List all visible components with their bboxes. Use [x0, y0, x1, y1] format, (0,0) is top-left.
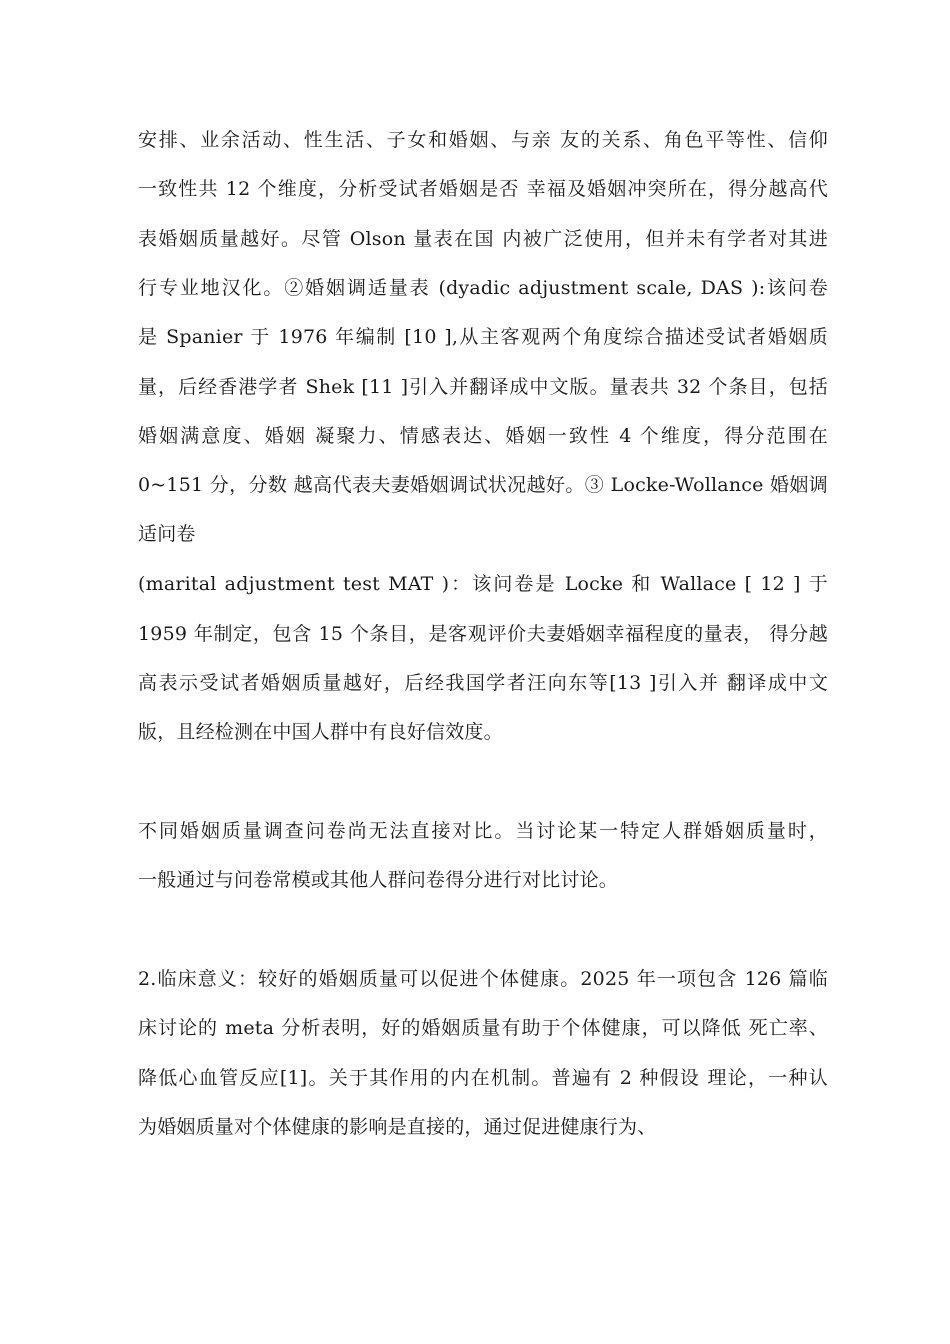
text-line: 是 Spanier 于 1976 年编制 [10 ],从主客观两个角度综合描述受试者婚姻质 [138, 326, 828, 348]
text-line: 1959 年制定，包含 15 个条目，是客观评价夫妻婚姻幸福程度的量表， 得分越 [138, 623, 828, 645]
text-line: 2.临床意义：较好的婚姻质量可以促进个体健康。2025 年一项包含 126 篇临 [138, 968, 828, 990]
text-line: 版，且经检测在中国人群中有良好信效度。 [138, 721, 503, 743]
text-line: 降低心血管反应[1]。关于其作用的内在机制。普遍有 2 种假设 理论，一种认 [138, 1067, 828, 1089]
text-line: 床讨论的 meta 分析表明，好的婚姻质量有助于个体健康，可以降低 死亡率、 [138, 1017, 828, 1039]
text-line: 量，后经香港学者 Shek [11 ]引入并翻译成中文版。量表共 32 个条目，包括 [138, 376, 828, 398]
text-line: 一致性共 12 个维度，分析受试者婚姻是否 幸福及婚姻冲突所在，得分越高代 [138, 178, 828, 200]
text-line: 一般通过与问卷常模或其他人群问卷得分进行对比讨论。 [138, 869, 619, 891]
text-line: 安排、业余活动、性生活、子女和婚姻、与亲 友的关系、角色平等性、信仰 [138, 129, 828, 151]
text-line: 表婚姻质量越好。尽管 Olson 量表在国 内被广泛使用，但并未有学者对其进 [138, 228, 828, 250]
text-line: 行专业地汉化。②婚姻调适量表 (dyadic adjustment scale, DAS ):该问卷 [138, 277, 828, 299]
text-line: (marital adjustment test MAT )：该问卷是 Locke 和 Wallace [ 12 ] 于 [138, 573, 828, 595]
text-line: 不同婚姻质量调查问卷尚无法直接对比。当讨论某一特定人群婚姻质量时， [138, 820, 828, 842]
text-line: 适问卷 [138, 523, 196, 545]
text-line: 0~151 分，分数 越高代表夫妻婚姻调试状况越好。③ Locke-Wollance 婚姻调 [138, 474, 828, 496]
text-line: 高表示受试者婚姻质量越好，后经我国学者汪向东等[13 ]引入并 翻译成中文 [138, 672, 828, 694]
text-line: 婚姻满意度、婚姻 凝聚力、情感表达、婚姻一致性 4 个维度，得分范围在 [138, 425, 828, 447]
text-line: 为婚姻质量对个体健康的影响是直接的，通过促进健康行为、 [138, 1116, 657, 1138]
